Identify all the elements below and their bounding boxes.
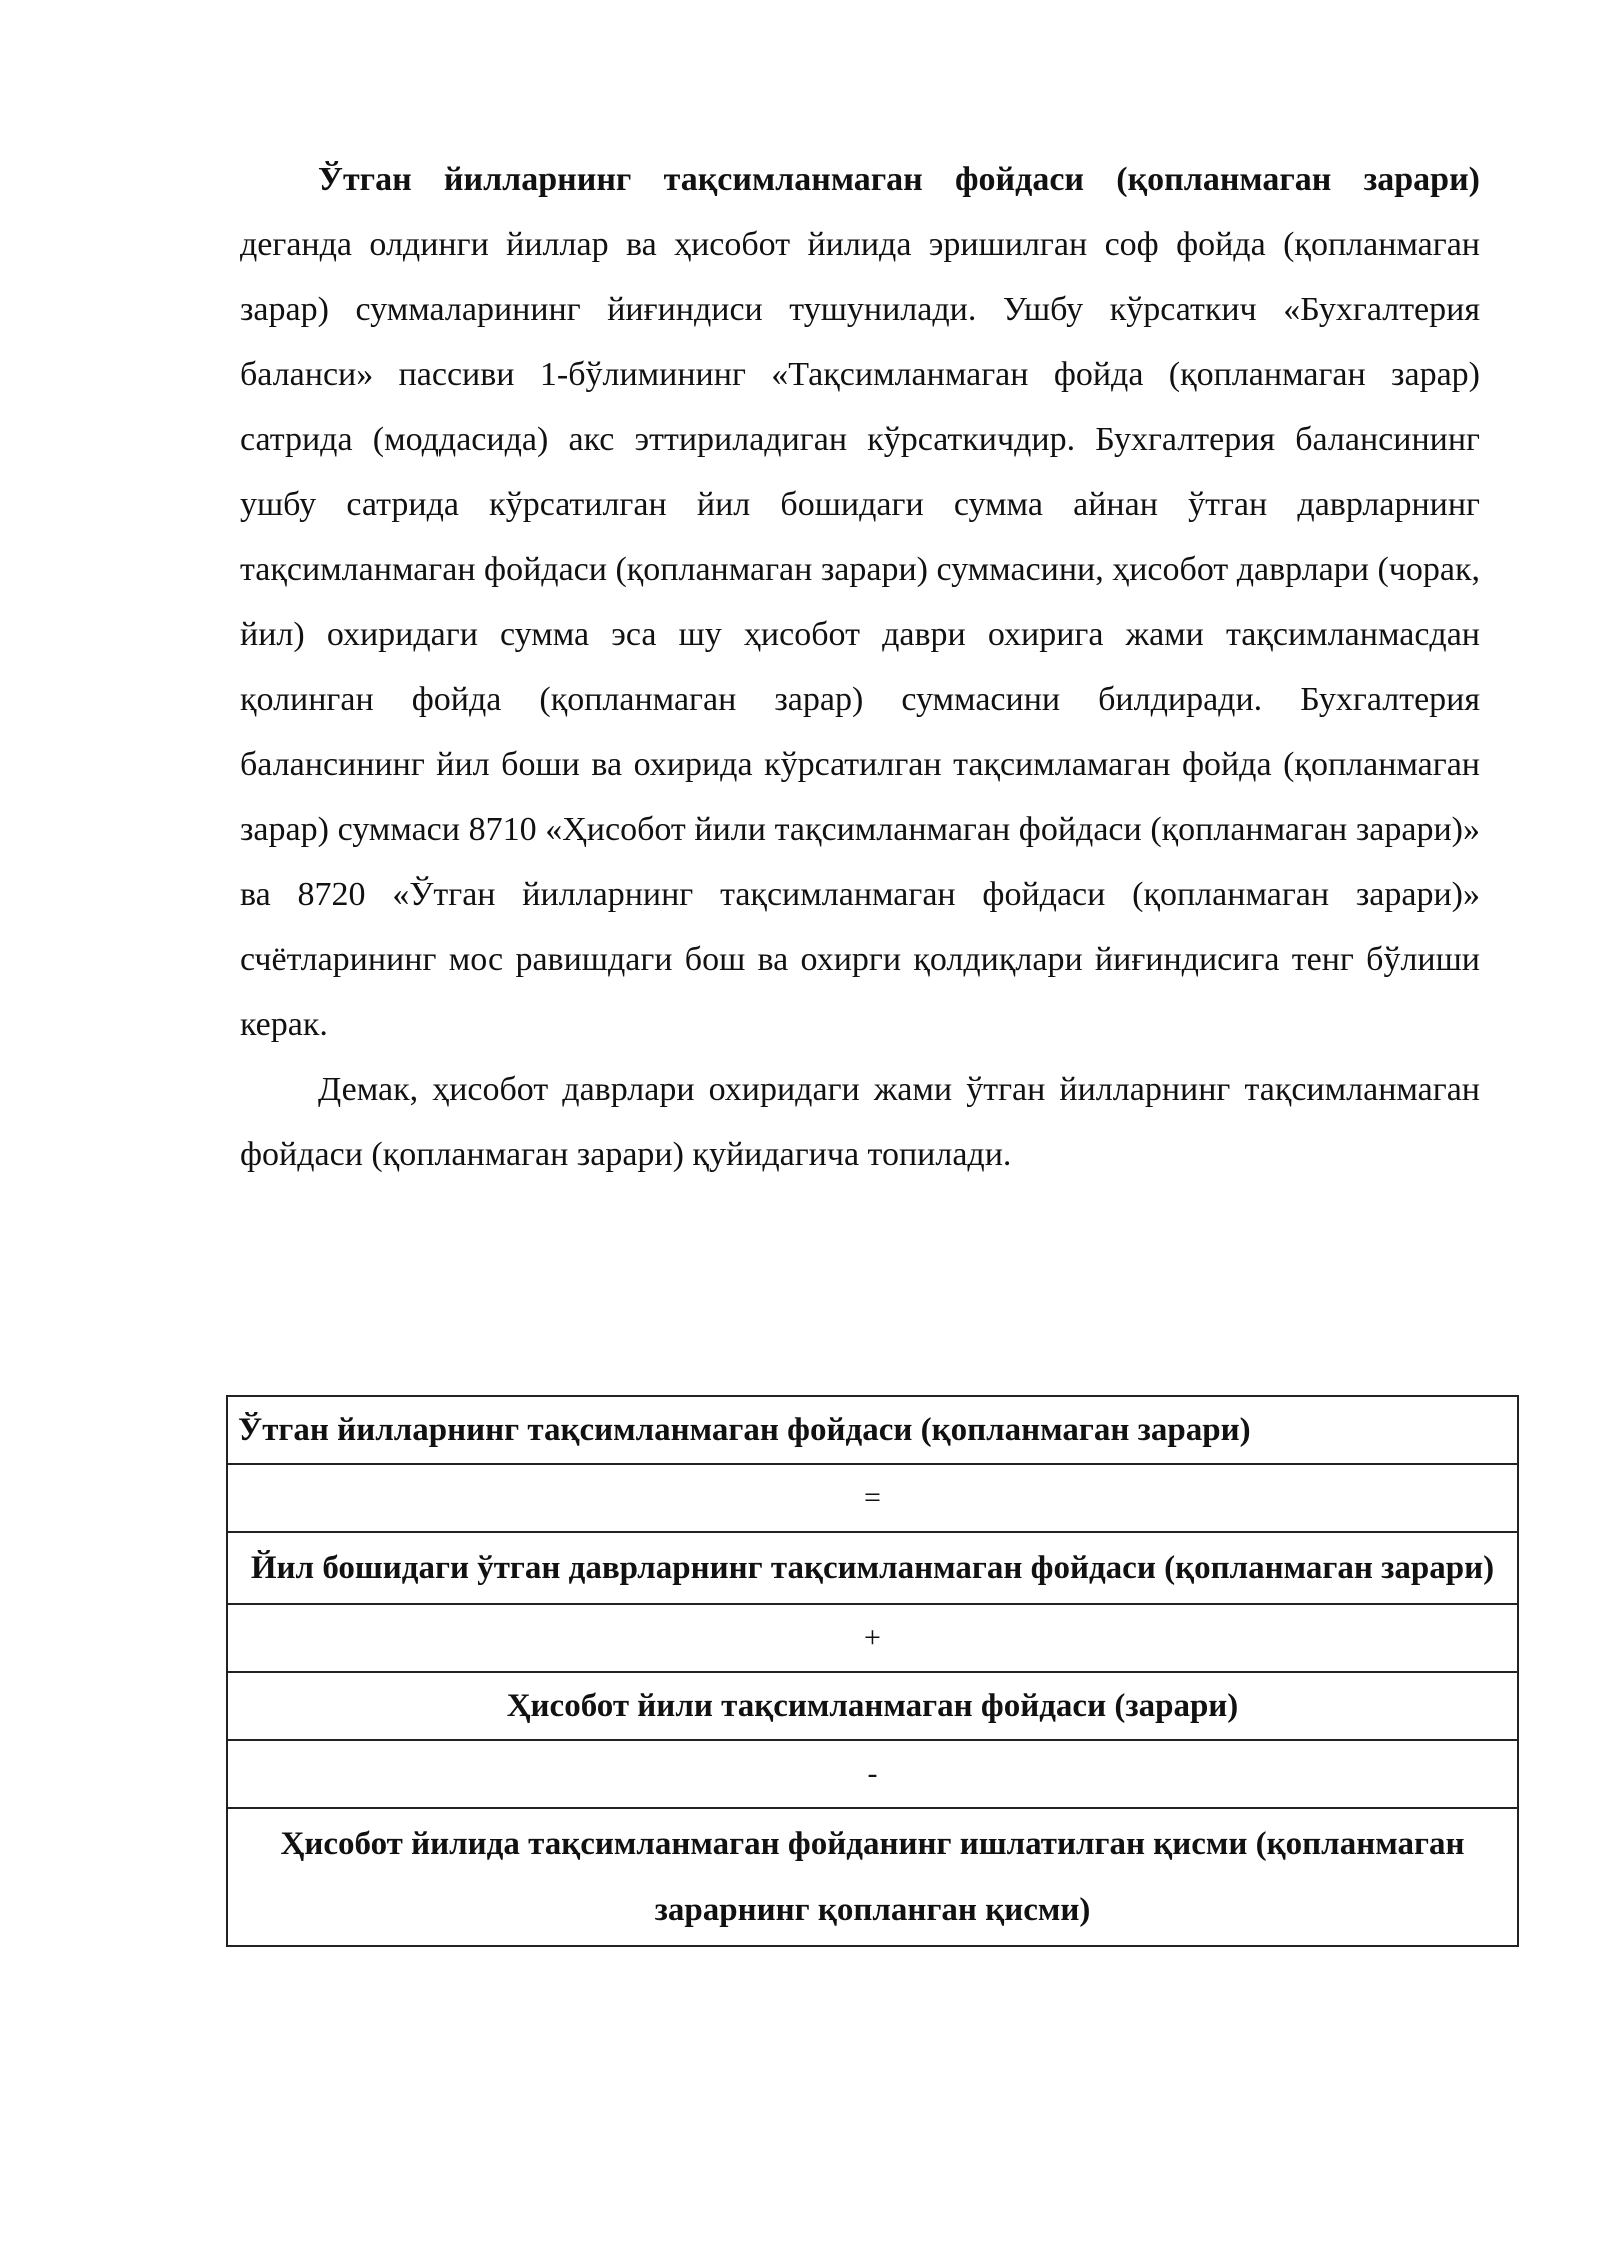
formula-term-opening-balance: Йил бошидаги ўтган даврларнинг тақсимланмаган фойдаси (қопланмаган зарари) xyxy=(227,1532,1518,1604)
table-row xyxy=(227,1808,1518,1946)
document-body xyxy=(240,147,1480,1187)
equals-operator-cell: = xyxy=(227,1464,1518,1532)
minus-operator-cell: - xyxy=(227,1740,1518,1808)
paragraph-conclusion: Демак, ҳисобот даврлари охиридаги жами ўтган йилларнинг тақсимланмаган фойдаси (қопланмаган зарари) қуйидагича топилади. xyxy=(240,1071,1480,1173)
formula-table-container xyxy=(226,1395,1519,1947)
table-row xyxy=(227,1532,1518,1604)
formula-term-reporting-year: Ҳисобот йили тақсимланмаган фойдаси (зарари) xyxy=(227,1672,1518,1740)
table-row xyxy=(227,1396,1518,1464)
paragraph-definition xyxy=(240,147,1480,1057)
paragraph-lead-term: Ўтган йилларнинг тақсимланмаган фойдаси (қопланмаган зарари) xyxy=(318,161,1480,198)
formula-table xyxy=(226,1395,1519,1947)
plus-operator-cell: + xyxy=(227,1604,1518,1672)
formula-term-used-portion: Ҳисобот йилида тақсимланмаган фойданинг ишлатилган қисми (қопланмаган зарарнинг қопланган қисми) xyxy=(227,1808,1518,1946)
formula-result-cell: Ўтган йилларнинг тақсимланмаган фойдаси (қопланмаган зарари) xyxy=(227,1396,1518,1464)
table-row xyxy=(227,1464,1518,1532)
table-row xyxy=(227,1604,1518,1672)
table-row xyxy=(227,1740,1518,1808)
paragraph-body: деганда олдинги йиллар ва ҳисобот йилида эришилган соф фойда (қопланмаган зарар) суммаларининг йиғиндиси тушунилади. Ушбу кўрсаткич «Бухгалтерия баланси» пассиви 1-бўлимининг «Тақсимланмаган фойда (қопланмаган зарар) сатрида (моддасида) акс эттириладиган кўрсаткичдир. Бухгалтерия балансининг ушбу сатрида кўрсатилган йил бошидаги сумма айнан ўтган даврларнинг тақсимланмаган фойдаси (қопланмаган зарари) суммасини, ҳисобот даврлари (чорак, йил) охиридаги сумма эса шу ҳисобот даври охирига жами тақсимланмасдан қолинган фойда (қопланмаган зарар) суммасини билдиради. Бухгалтерия балансининг йил боши ва охирида кўрсатилган тақсимламаган фойда (қопланмаган зарар) суммаси 8710 «Ҳисобот йили тақсимланмаган фойдаси (қопланмаган зарари)» ва 8720 «Ўтган йилларнинг тақсимланмаган фойдаси (қопланмаган зарари)» счётларининг мос равишдаги бош ва охирги қолдиқлари йиғиндисига тенг бўлиши керак. xyxy=(240,226,1481,1043)
table-row xyxy=(227,1672,1518,1740)
